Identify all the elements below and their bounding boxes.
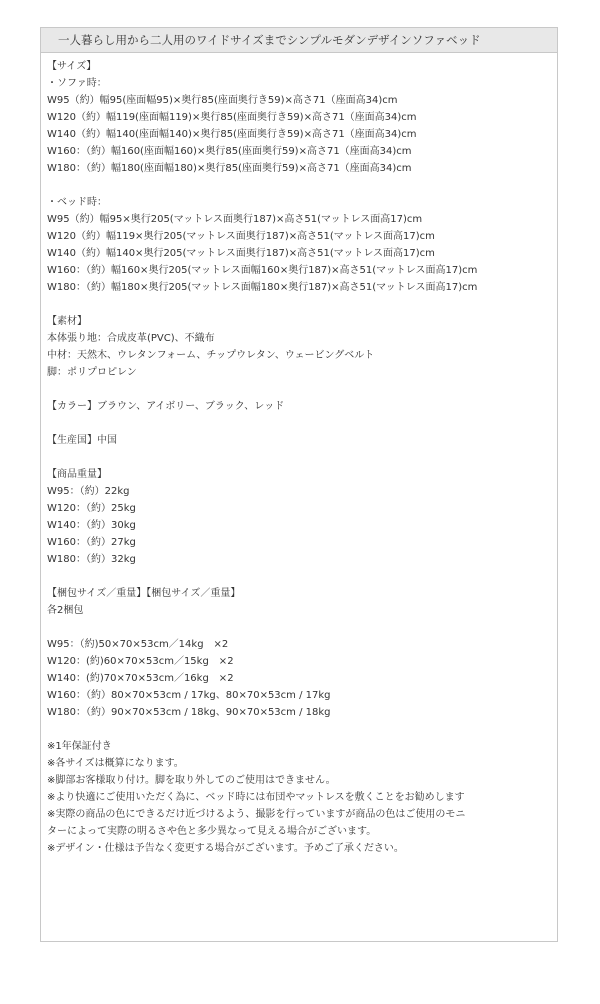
spec-line: W120（約）幅119(座面幅119)×奥行85(座面奥行き59)×高さ71（座面高34)cm [47, 112, 417, 123]
spec-line: ターによって実際の明るさや色と多少異なって見える場合がございます。 [47, 826, 377, 837]
spec-line: W180：（約）32kg [47, 554, 136, 565]
spec-line: ・ベッド時： [47, 197, 107, 208]
spec-line: W120：（約）25kg [47, 503, 136, 514]
section-heading: 【カラー】ブラウン、アイボリー、ブラック、レッド [47, 401, 285, 412]
blank-line [47, 415, 557, 432]
spec-line: ・ソファ時： [47, 78, 107, 89]
section-heading: 【梱包サイズ／重量】【梱包サイズ／重量】 [47, 588, 241, 599]
blank-line [47, 177, 557, 194]
blank-line [47, 721, 557, 738]
spec-line: W140：(約)70×70×53cm／16kg ×2 [47, 673, 234, 684]
blank-line [47, 381, 557, 398]
spec-line: 中材：天然木、ウレタンフォーム、チップウレタン、ウェービングベルト [47, 350, 375, 361]
spec-line: ※実際の商品の色にできるだけ近づけるよう、撮影を行っていますが商品の色はご使用のモニ [47, 809, 466, 820]
blank-line [47, 568, 557, 585]
spec-line: W95（約）幅95×奥行205(マットレス面奥行187)×高さ51(マットレス面高17)cm [47, 214, 423, 225]
spec-line: ※各サイズは概算になります。 [47, 758, 184, 769]
spec-line: W160：（約）幅160×奥行205(マットレス面幅160×奥行187)×高さ51(マットレス面高17)cm [47, 265, 478, 276]
spec-line: 本体張り地：合成皮革(PVC)、不織布 [47, 333, 215, 344]
spec-line: ※1年保証付き [47, 741, 112, 752]
blank-line [47, 449, 557, 466]
spec-line: 脚：ポリプロピレン [47, 367, 137, 378]
spec-line: W180：（約）幅180(座面幅180)×奥行85(座面奥行59)×高さ71（座面高34)cm [47, 163, 412, 174]
spec-line: ※より快適にご使用いただく為に、ベッド時には布団やマットレスを敷くことをお勧めします [47, 792, 465, 803]
spec-line: W95：（約)50×70×53cm／14kg ×2 [47, 639, 229, 650]
spec-line: W140（約）幅140(座面幅140)×奥行85(座面奥行き59)×高さ71（座面高34)cm [47, 129, 417, 140]
spec-line: W140：（約）30kg [47, 520, 136, 531]
section-heading: 【生産国】中国 [47, 435, 117, 446]
spec-line: W95：（約）22kg [47, 486, 130, 497]
section-heading: 【素材】 [47, 316, 87, 327]
spec-line: W120：(約)60×70×53cm／15kg ×2 [47, 656, 234, 667]
panel-header [41, 28, 557, 53]
spec-line: W95（約）幅95(座面幅95)×奥行85(座面奥行き59)×高さ71（座面高34)cm [47, 95, 398, 106]
spec-line: ※脚部お客様取り付け。脚を取り外してのご使用はできません。 [47, 775, 336, 786]
product-spec-panel [40, 27, 558, 942]
spec-line: W120（約）幅119×奥行205(マットレス面奥行187)×高さ51(マットレス面高17)cm [47, 231, 435, 242]
spec-line: W160：（約）幅160(座面幅160)×奥行85(座面奥行59)×高さ71（座面高34)cm [47, 146, 412, 157]
section-heading: 【商品重量】 [47, 469, 107, 480]
blank-line [47, 296, 557, 313]
spec-line: W160：（約）80×70×53cm / 17kg、80×70×53cm / 17kg [47, 690, 331, 701]
section-heading: 【サイズ】 [47, 61, 97, 72]
spec-line: 各2梱包 [47, 605, 84, 616]
spec-line: W180：（約）幅180×奥行205(マットレス面幅180×奥行187)×高さ51(マットレス面高17)cm [47, 282, 478, 293]
blank-line [47, 619, 557, 636]
spec-line: ※デザイン・仕様は予告なく変更する場合がございます。予めご了承ください。 [47, 843, 404, 854]
spec-line: W180：（約）90×70×53cm / 18kg、90×70×53cm / 18kg [47, 707, 331, 718]
spec-line: W140（約）幅140×奥行205(マットレス面奥行187)×高さ51(マットレス面高17)cm [47, 248, 435, 259]
spec-line: W160：（約）27kg [47, 537, 136, 548]
spec-content [41, 53, 557, 857]
panel-title: 一人暮らし用から二人用のワイドサイズまでシンプルモダンデザインソファベッド [58, 33, 481, 47]
